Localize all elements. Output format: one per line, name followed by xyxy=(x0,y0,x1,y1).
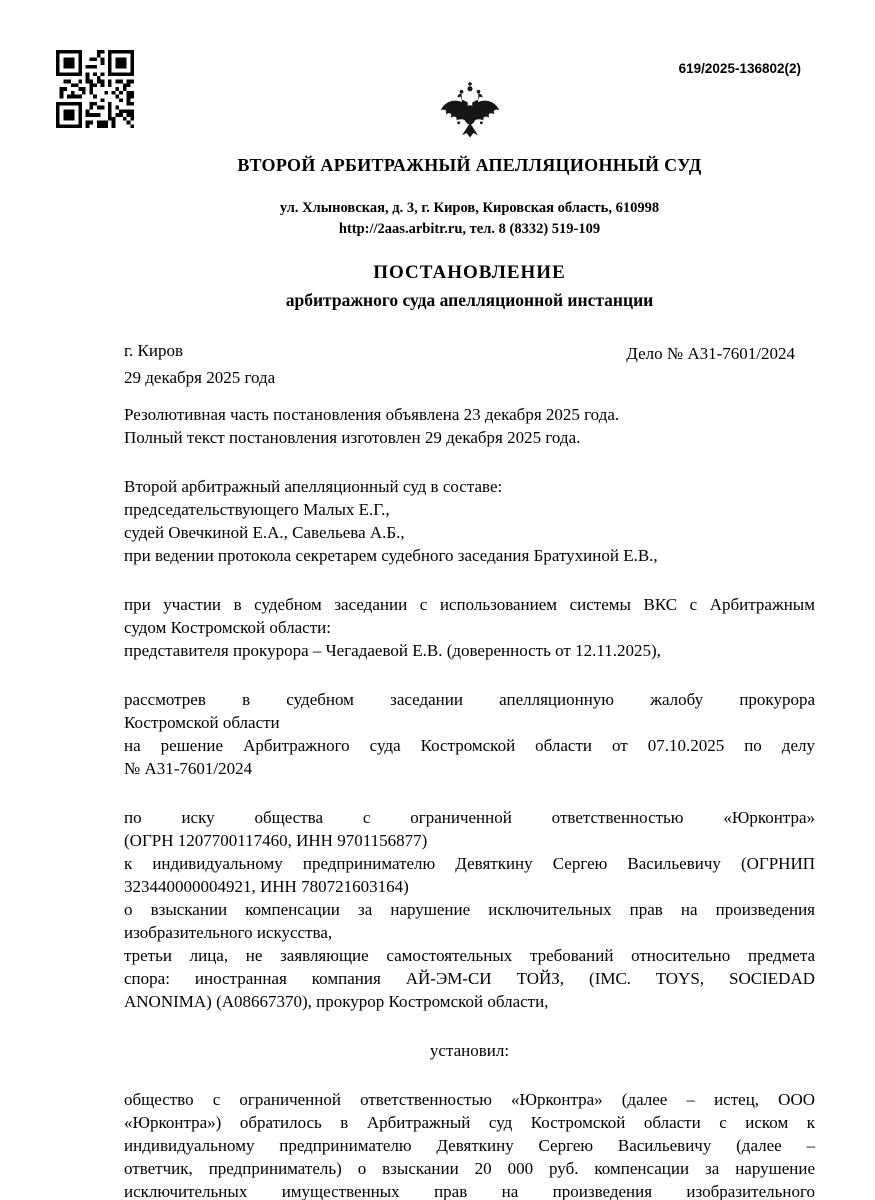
case-parties-block xyxy=(124,806,815,1013)
text-line: рассмотрев в судебном заседании апелляционную жалобу прокурора xyxy=(124,689,815,709)
ustanovil-block xyxy=(124,1039,815,1062)
text-line: председательствующего Малых Е.Г., xyxy=(124,499,390,519)
case-info-row xyxy=(124,337,815,391)
text-line: спора: иностранная компания АЙ-ЭМ-СИ ТОЙЗ, (IMC. TOYS, SOCIEDAD xyxy=(124,968,815,988)
document-title: ПОСТАНОВЛЕНИЕ xyxy=(373,261,566,283)
qr-code-image xyxy=(56,50,134,128)
text-line: ответчик, предприниматель) о взыскании 20 000 руб. компенсации за нарушение xyxy=(124,1158,815,1178)
text-line: Второй арбитражный апелляционный суд в составе: xyxy=(124,476,503,496)
participants-block xyxy=(124,593,815,662)
court-name: ВТОРОЙ АРБИТРАЖНЫЙ АПЕЛЛЯЦИОННЫЙ СУД xyxy=(237,154,702,175)
text-line: судом Костромской области: xyxy=(124,617,331,637)
text-line: Резолютивная часть постановления объявлена 23 декабря 2025 года. xyxy=(124,404,620,424)
case-city: г. Киров xyxy=(124,340,184,360)
qr-code xyxy=(56,50,134,128)
court-composition-block xyxy=(124,475,815,567)
text-line: по иску общества с ограниченной ответственностью «Юрконтра» xyxy=(124,807,815,827)
text-line: исключительных имущественных прав на произведения изобразительного xyxy=(124,1181,815,1200)
court-address: ул. Хлыновская, д. 3, г. Киров, Кировская область, 610998 xyxy=(279,199,660,216)
appeal-subject-block xyxy=(124,688,815,780)
text-line: «Юрконтра») обратилось в Арбитражный суд Костромской области с иском к xyxy=(124,1112,815,1132)
text-line: Полный текст постановления изготовлен 29 декабря 2025 года. xyxy=(124,427,581,447)
text-line: к индивидуальному предпринимателю Девяткину Сергею Васильевичу (ОГРНИП xyxy=(124,853,815,873)
text-line: 323440000004921, ИНН 780721603164) xyxy=(124,876,409,896)
coat-of-arms-icon xyxy=(436,82,504,139)
text-line: ANONIMA) (А08667370), прокурор Костромской области, xyxy=(124,991,549,1011)
text-line: изобразительного искусства, xyxy=(124,922,333,942)
document-number: 619/2025-136802(2) xyxy=(678,61,801,76)
court-contacts: http://2aas.arbitr.ru, тел. 8 (8332) 519-109 xyxy=(338,220,601,237)
document-subtitle: арбитражного суда апелляционной инстанции xyxy=(285,289,654,310)
ustanovil-label: установил: xyxy=(429,1040,510,1060)
text-line: при ведении протокола секретарем судебного заседания Братухиной Е.В., xyxy=(124,545,658,565)
text-line: судей Овечкиной Е.А., Савельева А.Б., xyxy=(124,522,405,542)
text-line: общество с ограниченной ответственностью «Юрконтра» (далее – истец, ООО xyxy=(124,1089,815,1109)
document-body xyxy=(124,403,815,1200)
facts-block xyxy=(124,1088,815,1200)
case-date: 29 декабря 2025 года xyxy=(124,367,276,387)
text-line: Костромской области xyxy=(124,712,280,732)
text-line: индивидуальному предпринимателю Девяткину Сергею Васильевичу (далее – xyxy=(124,1135,815,1155)
text-line: о взыскании компенсации за нарушение исключительных прав на произведения xyxy=(124,899,815,919)
resolution-dates-block xyxy=(124,403,815,449)
text-line: на решение Арбитражного суда Костромской области от 07.10.2025 по делу xyxy=(124,735,815,755)
case-place-date xyxy=(124,337,275,391)
court-address-block xyxy=(124,198,815,240)
text-line: третьи лица, не заявляющие самостоятельных требований относительно предмета xyxy=(124,945,815,965)
text-line: № А31-7601/2024 xyxy=(124,758,253,778)
text-line: представителя прокурора – Чегадаевой Е.В. (доверенность от 12.11.2025), xyxy=(124,640,661,660)
case-number: Дело № А31-7601/2024 xyxy=(626,343,795,363)
text-line: (ОГРН 1207700117460, ИНН 9701156877) xyxy=(124,830,428,850)
text-line: при участии в судебном заседании с использованием системы ВКС с Арбитражным xyxy=(124,594,815,614)
